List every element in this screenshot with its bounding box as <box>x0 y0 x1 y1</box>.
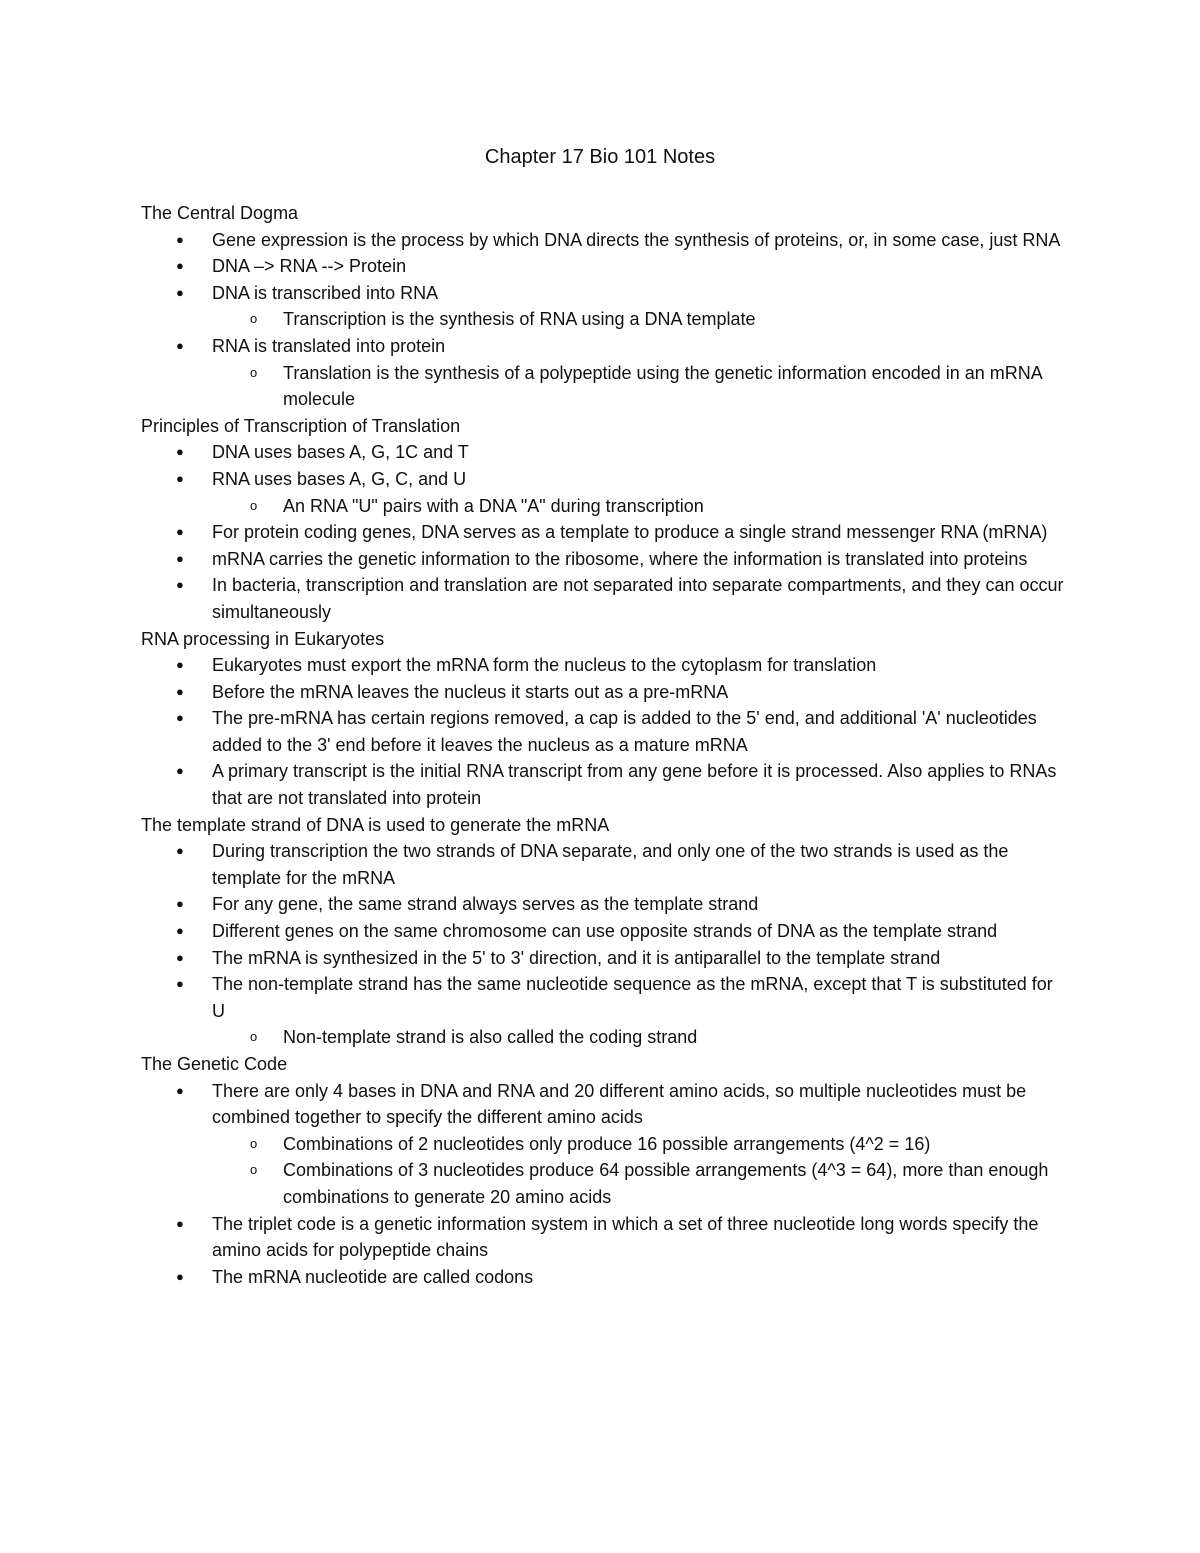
list-item-text: mRNA carries the genetic information to the ribosome, where the information is translated into proteins <box>212 548 1028 569</box>
sub-list-item <box>250 1131 1066 1158</box>
list-item <box>176 572 1066 625</box>
list-item-text: For protein coding genes, DNA serves as a template to produce a single strand messenger RNA (mRNA) <box>212 522 1048 543</box>
list-item-text: A primary transcript is the initial RNA transcript from any gene before it is processed. Also applies to RNAs that are not translated into protein <box>212 761 1057 809</box>
sub-list-item <box>250 306 1066 333</box>
list-item-text: DNA is transcribed into RNA <box>212 282 439 303</box>
list-item-text: Gene expression is the process by which DNA directs the synthesis of proteins, or, in some case, just RNA <box>212 229 1061 250</box>
list-item-text: DNA uses bases A, G, 1C and T <box>212 442 469 463</box>
list-item-text: Eukaryotes must export the mRNA form the nucleus to the cytoplasm for translation <box>212 655 877 676</box>
list-item-text: RNA is translated into protein <box>212 335 446 356</box>
filled-bullet-icon: ● <box>176 524 184 540</box>
list-item-text: During transcription the two strands of DNA separate, and only one of the two strands is used as the template for the mRNA <box>212 841 1009 888</box>
bullet-list <box>141 838 1066 1051</box>
filled-bullet-icon: ● <box>176 550 184 566</box>
list-item <box>176 280 1066 333</box>
list-item <box>176 918 1066 945</box>
filled-bullet-icon: ● <box>176 470 184 486</box>
filled-bullet-icon: ● <box>176 976 184 992</box>
sub-list-item-text: Non-template strand is also called the coding strand <box>283 1027 698 1048</box>
list-item-text: The mRNA nucleotide are called codons <box>212 1266 534 1287</box>
list-item <box>176 1078 1066 1211</box>
filled-bullet-icon: ● <box>176 1082 184 1098</box>
section-heading: The template strand of DNA is used to generate the mRNA <box>141 814 610 835</box>
sub-bullet-list <box>212 306 1066 333</box>
sub-bullet-list <box>212 1024 1066 1051</box>
list-item <box>176 1264 1066 1291</box>
filled-bullet-icon: ● <box>176 949 184 965</box>
section-heading: Principles of Transcription of Translation <box>141 415 461 436</box>
list-item <box>176 971 1066 1051</box>
document-title: Chapter 17 Bio 101 Notes <box>484 146 716 168</box>
list-item-text: RNA uses bases A, G, C, and U <box>212 468 467 489</box>
list-item <box>176 945 1066 972</box>
hollow-circle-bullet-icon: o <box>250 1135 258 1151</box>
sub-list-item <box>250 493 1066 520</box>
filled-bullet-icon: ● <box>176 337 184 353</box>
hollow-circle-bullet-icon: o <box>250 497 258 513</box>
list-item <box>176 705 1066 758</box>
list-item-text: Different genes on the same chromosome can use opposite strands of DNA as the template strand <box>212 921 998 942</box>
list-item-text: In bacteria, transcription and translation are not separated into separate compartments, and they can occur simultaneously <box>212 575 1064 622</box>
list-item-text: For any gene, the same strand always serves as the template strand <box>212 894 759 915</box>
list-item <box>176 758 1066 811</box>
list-item-text: DNA –> RNA --> Protein <box>212 256 407 277</box>
filled-bullet-icon: ● <box>176 258 184 274</box>
list-item <box>176 333 1066 413</box>
filled-bullet-icon: ● <box>176 683 184 699</box>
filled-bullet-icon: ● <box>176 231 184 247</box>
list-item <box>176 652 1066 679</box>
section-heading: The Genetic Code <box>141 1054 288 1074</box>
list-item-text: The non-template strand has the same nucleotide sequence as the mRNA, except that T is substituted for U <box>212 974 1053 1021</box>
filled-bullet-icon: ● <box>176 843 184 859</box>
sub-list-item-text: Combinations of 2 nucleotides only produce 16 possible arrangements (4^2 = 16) <box>283 1133 931 1154</box>
list-item-text: Before the mRNA leaves the nucleus it starts out as a pre-mRNA <box>212 681 729 702</box>
list-item-text: The triplet code is a genetic information system in which a set of three nucleotide long words specify the amino acids for polypeptide chains <box>212 1213 1039 1261</box>
list-item <box>176 227 1066 254</box>
sub-list-item-text: An RNA "U" pairs with a DNA "A" during transcription <box>283 495 704 516</box>
list-item <box>176 439 1066 466</box>
list-item <box>176 679 1066 706</box>
list-item <box>176 838 1066 891</box>
hollow-circle-bullet-icon: o <box>250 1029 258 1045</box>
list-item-text: The pre-mRNA has certain regions removed, a cap is added to the 5' end, and additional 'A' nucleotides added to the 3' end before it leaves the nucleus as a mature mRNA <box>212 708 1037 755</box>
list-item <box>176 546 1066 573</box>
list-item <box>176 1211 1066 1264</box>
filled-bullet-icon: ● <box>176 657 184 673</box>
list-item <box>176 466 1066 519</box>
filled-bullet-icon: ● <box>176 284 184 300</box>
sub-list-item-text: Translation is the synthesis of a polypeptide using the genetic information encoded in an mRNA molecule <box>283 362 1042 410</box>
filled-bullet-icon: ● <box>176 763 184 779</box>
list-item-text: The mRNA is synthesized in the 5' to 3' direction, and it is antiparallel to the template strand <box>212 947 941 968</box>
filled-bullet-icon: ● <box>176 1268 184 1284</box>
list-item-text: There are only 4 bases in DNA and RNA and 20 different amino acids, so multiple nucleotides must be combined together to specify the different amino acids <box>212 1080 1027 1128</box>
hollow-circle-bullet-icon: o <box>250 311 258 327</box>
filled-bullet-icon: ● <box>176 444 184 460</box>
filled-bullet-icon: ● <box>176 896 184 912</box>
bullet-list <box>141 652 1066 812</box>
sub-list-item <box>250 1157 1066 1210</box>
section-heading: RNA processing in Eukaryotes <box>141 628 385 649</box>
filled-bullet-icon: ● <box>176 923 184 939</box>
list-item <box>176 519 1066 546</box>
sub-list-item-text: Transcription is the synthesis of RNA using a DNA template <box>283 309 756 330</box>
notes-body <box>141 200 1066 1290</box>
section-heading: The Central Dogma <box>141 203 299 223</box>
sub-list-item-text: Combinations of 3 nucleotides produce 64 possible arrangements (4^3 = 64), more than enough combinations to generate 20 amino acids <box>283 1160 1049 1207</box>
list-item <box>176 891 1066 918</box>
hollow-circle-bullet-icon: o <box>250 364 258 380</box>
sub-list-item <box>250 360 1066 413</box>
sub-list-item <box>250 1024 1066 1051</box>
hollow-circle-bullet-icon: o <box>250 1162 258 1178</box>
list-item <box>176 253 1066 280</box>
sub-bullet-list <box>212 493 1066 520</box>
filled-bullet-icon: ● <box>176 1215 184 1231</box>
sub-bullet-list <box>212 360 1066 413</box>
filled-bullet-icon: ● <box>176 577 184 593</box>
bullet-list <box>141 227 1066 413</box>
sub-bullet-list <box>212 1131 1066 1211</box>
bullet-list <box>141 439 1066 625</box>
bullet-list <box>141 1078 1066 1291</box>
filled-bullet-icon: ● <box>176 710 184 726</box>
